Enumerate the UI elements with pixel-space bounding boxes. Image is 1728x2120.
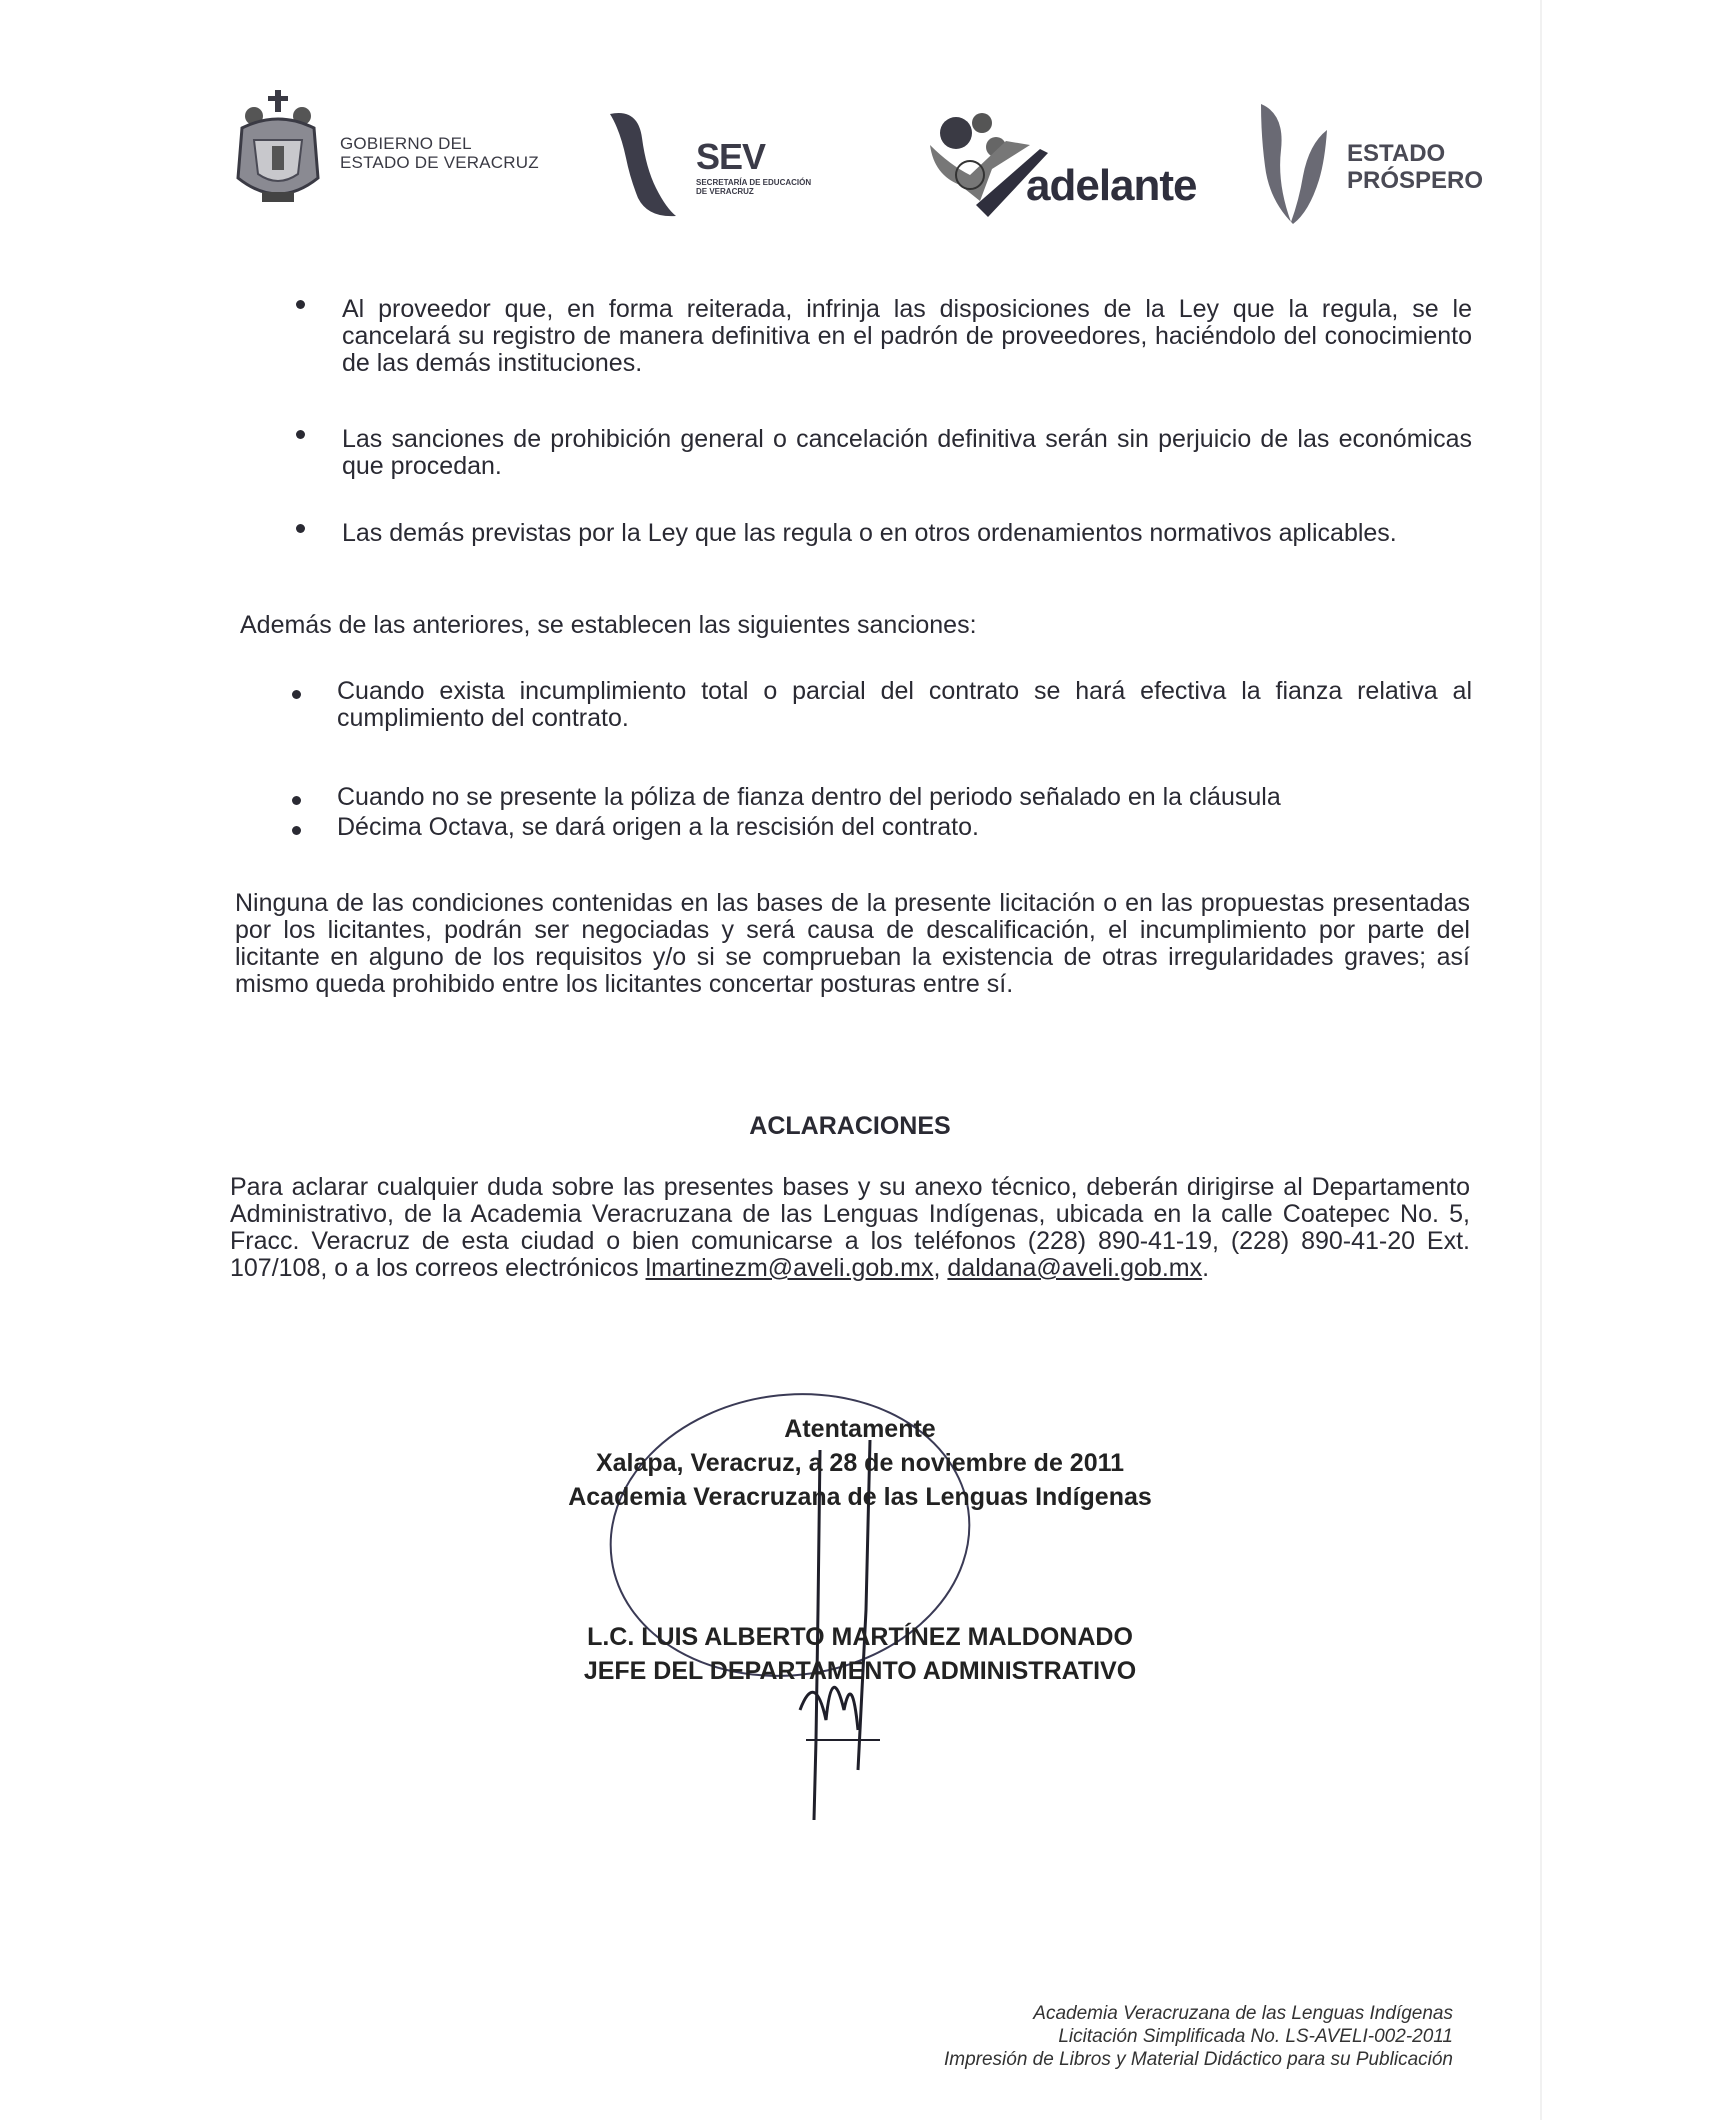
logo-gob-line-2: ESTADO DE VERACRUZ [340, 153, 539, 172]
sev-line-1: SECRETARÍA DE EDUCACIÓN [696, 178, 812, 187]
footer-line-licitacion: Licitación Simplificada No. LS-AVELI-002-2011 [1058, 2026, 1453, 2047]
list-item: Décima Octava, se dará origen a la rescisión del contrato. [337, 813, 979, 841]
page-footer [944, 2002, 1453, 2071]
logo-estado-prospero [1255, 100, 1515, 225]
sev-wave-icon [608, 108, 678, 218]
section-heading-aclaraciones: ACLARACIONES [749, 1112, 951, 1140]
aclaraciones-paragraph [230, 1174, 1470, 1282]
page-edge [1540, 0, 1542, 2120]
logo-gob-line-1: GOBIERNO DEL [340, 134, 472, 153]
bullet-icon [292, 796, 301, 805]
prospero-line-1: ESTADO [1347, 140, 1446, 167]
list-item: Al proveedor que, en forma reiterada, infrinja las disposiciones de la Ley que la regula, se le cancelará su registro de manera definitiva en el padrón de proveedores, haciéndolo del conocimiento de las demás instituciones. [342, 295, 1472, 377]
signatory-title: JEFE DEL DEPARTAMENTO ADMINISTRATIVO [583, 1657, 1137, 1685]
paragraph-end: . [1202, 1254, 1210, 1282]
aclaraciones-text: Para aclarar cualquier duda sobre las presentes bases y su anexo técnico, deberán dirigirse al Departamento Administrativo, de la Academia Veracruzana de las Lenguas Indígenas, ubicada en la calle Coatepec No. 5, Fracc. Veracruz de esta ciudad o bien comunicarse a los teléfonos (228) 890-41-19, (228) 890-41-20 Ext. 107/108, o a los correos electrónicos [230, 1173, 1470, 1282]
bullet-icon [296, 300, 305, 309]
list-item: Cuando exista incumplimiento total o parcial del contrato se hará efectiva la fianza relativa al cumplimiento del contrato. [337, 677, 1472, 732]
bullet-icon [292, 826, 301, 835]
signature-closing: Atentamente [784, 1415, 936, 1443]
bullet-icon [296, 430, 305, 439]
sanctions-intro: Además de las anteriores, se establecen las siguientes sanciones: [240, 611, 977, 639]
list-item: Las demás previstas por la Ley que las regula o en otros ordenamientos normativos aplicables. [342, 519, 1397, 547]
prospero-line-2: PRÓSPERO [1347, 167, 1484, 194]
email-link-lmartinezm[interactable]: lmartinezm@aveli.gob.mx [645, 1254, 934, 1282]
logo-sev [608, 108, 898, 218]
paragraph-ninguna: Ninguna de las condiciones contenidas en las bases de la presente licitación o en las propuestas presentadas por los licitantes, podrán ser negociadas y será causa de descalificación, el incumplimiento por parte del licitante en alguno de los requisitos y/o si se comprueban la existencia de otras irregularidades graves; así mismo queda prohibido entre los licitantes concertar posturas entre sí. [235, 889, 1470, 998]
sev-title: SEV [696, 136, 766, 177]
sev-line-2: DE VERACRUZ [696, 187, 754, 196]
signatory-name: L.C. LUIS ALBERTO MARTÍNEZ MALDONADO [587, 1623, 1133, 1651]
email-link-daldana[interactable]: daldana@aveli.gob.mx [947, 1254, 1203, 1282]
estado-prospero-v-icon [1255, 100, 1335, 225]
bullet-icon [292, 690, 301, 699]
list-item: Las sanciones de prohibición general o cancelación definitiva serán sin perjuicio de las económicas que procedan. [342, 425, 1472, 480]
logo-adelante [920, 105, 1210, 220]
coat-of-arms-icon [232, 88, 324, 206]
adelante-wordmark: adelante [1026, 161, 1197, 210]
signature-place-date: Xalapa, Veracruz, a 28 de noviembre de 2011 [595, 1449, 1125, 1477]
signature-institution: Academia Veracruzana de las Lenguas Indígenas [568, 1483, 1152, 1511]
footer-line-subject: Impresión de Libros y Material Didáctico para su Publicación [943, 2049, 1453, 2070]
list-item: Cuando no se presente la póliza de fianza dentro del periodo señalado en la cláusula [337, 783, 1281, 811]
email-separator: , [933, 1254, 941, 1282]
logo-gobierno-veracruz [232, 88, 562, 213]
bullet-icon [296, 524, 305, 533]
footer-line-institution: Academia Veracruzana de las Lenguas Indígenas [1033, 2003, 1453, 2024]
